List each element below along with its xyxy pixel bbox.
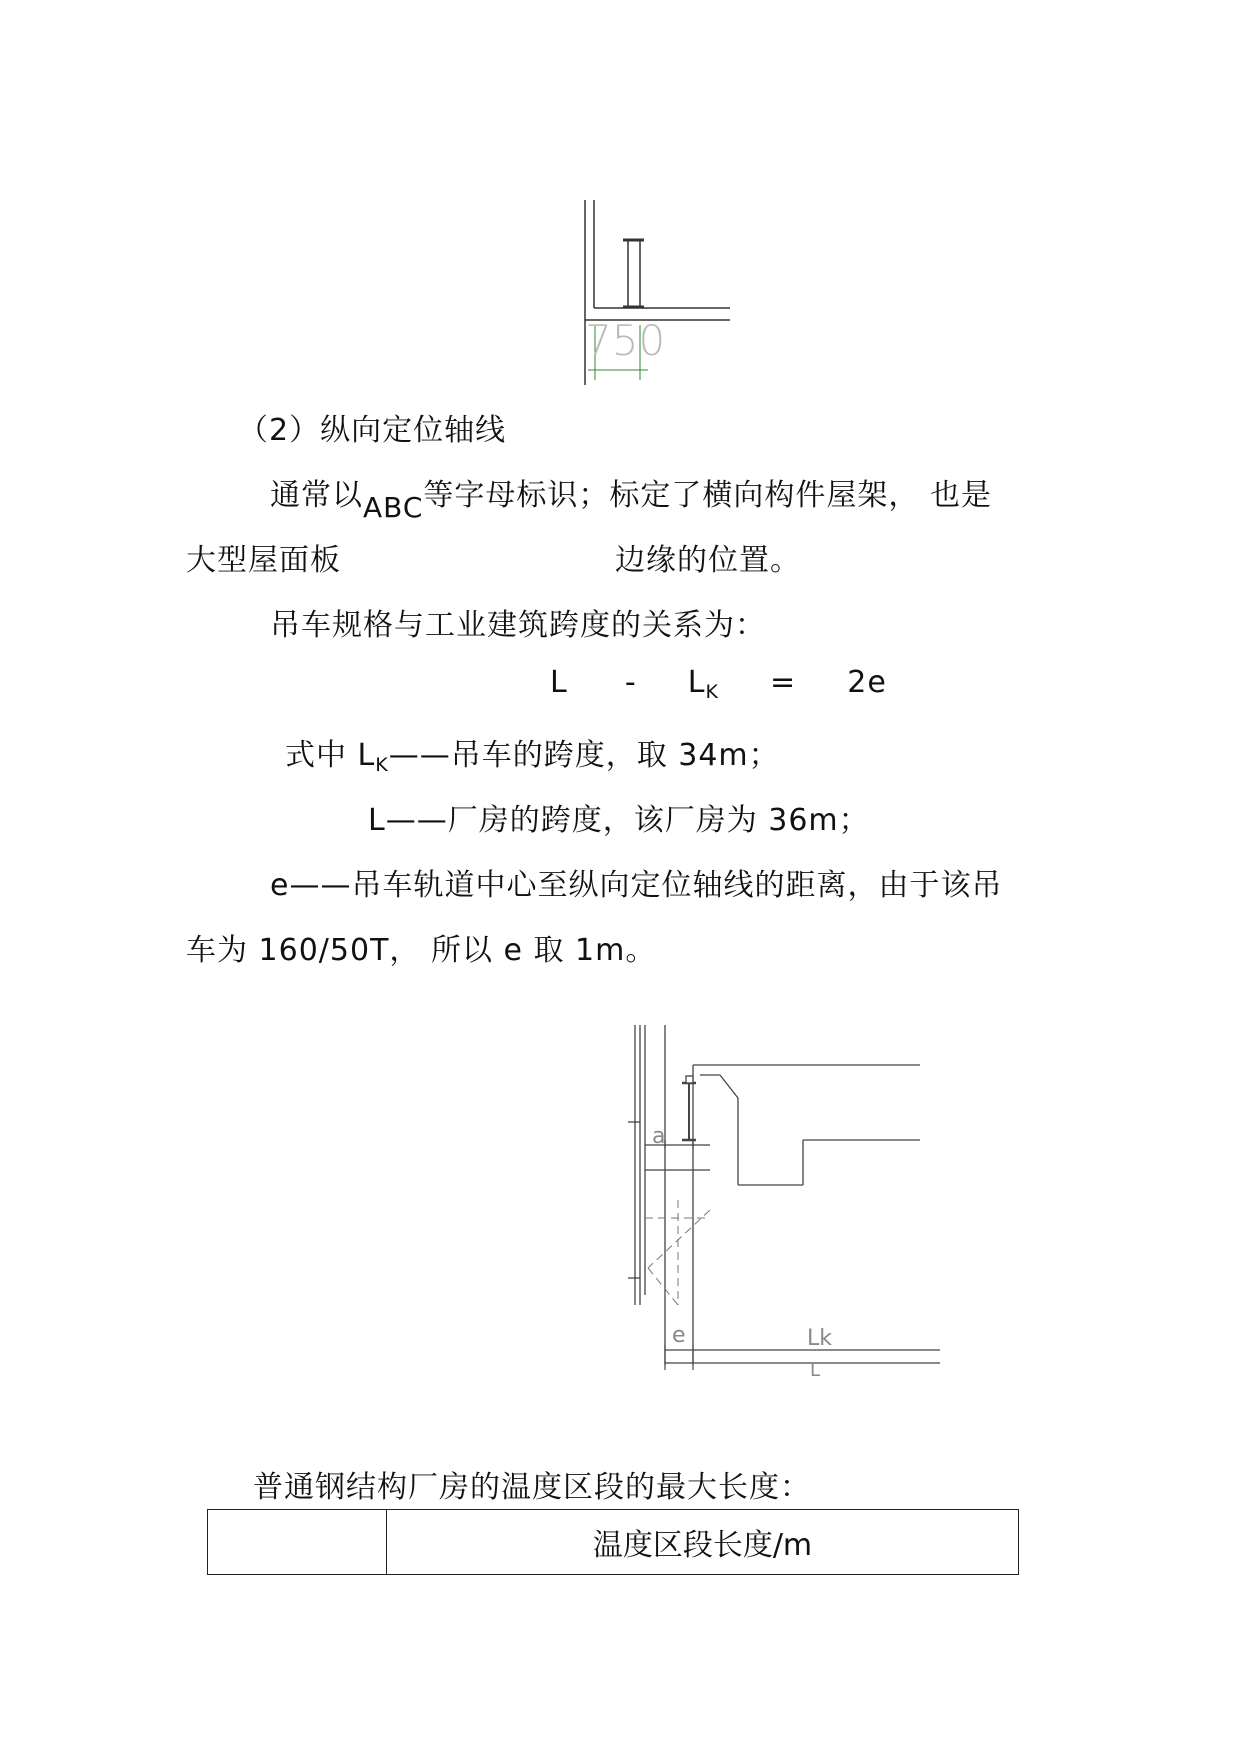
formula-rhs: 2e <box>847 665 887 700</box>
paragraph-line-2a: 大型屋面板 <box>186 543 341 578</box>
label-l: L <box>810 1360 821 1380</box>
table-header-right: 温度区段长度/m <box>387 1510 1019 1575</box>
def1-k: K <box>375 754 389 776</box>
label-e: e <box>672 1323 686 1348</box>
table-header-left <box>208 1510 387 1575</box>
dimension-750: 750 <box>585 316 666 365</box>
paragraph-line-2b: 边缘的位置。 <box>615 543 801 578</box>
definition-lk <box>285 730 780 776</box>
text-b: 等字母标识；标定了横向构件屋架， 也是 <box>423 478 992 513</box>
abc-label: ABC <box>363 491 424 524</box>
definition-e-line2: 车为 160/50T， 所以 e 取 1m。 <box>186 933 657 968</box>
label-a: a <box>652 1124 666 1149</box>
formula-lk: L <box>687 665 706 700</box>
table-caption: 普通钢结构厂房的温度区段的最大长度： <box>253 1470 811 1505</box>
formula-eq: = <box>770 665 797 700</box>
text-a: 通常以 <box>270 478 363 513</box>
formula-minus: - <box>624 665 637 700</box>
table-row <box>208 1510 1019 1575</box>
paragraph-crane: 吊车规格与工业建筑跨度的关系为： <box>270 608 766 643</box>
def1-b: ——吊车的跨度，取 34m； <box>388 738 780 773</box>
formula-k: K <box>705 681 719 703</box>
definition-l: L——厂房的跨度，该厂房为 36m； <box>368 803 870 838</box>
temperature-table <box>207 1509 1019 1575</box>
label-lk: Lk <box>807 1326 832 1351</box>
def1-a: 式中 L <box>285 738 376 773</box>
formula <box>550 665 887 703</box>
figure-crane-axis <box>620 1020 950 1380</box>
definition-e-line1: e——吊车轨道中心至纵向定位轴线的距离，由于该吊 <box>270 868 1003 903</box>
formula-l: L <box>550 665 568 700</box>
figure-column-detail <box>580 195 750 395</box>
paragraph-line-1 <box>270 470 992 524</box>
section-heading: （2）纵向定位轴线 <box>238 413 507 448</box>
